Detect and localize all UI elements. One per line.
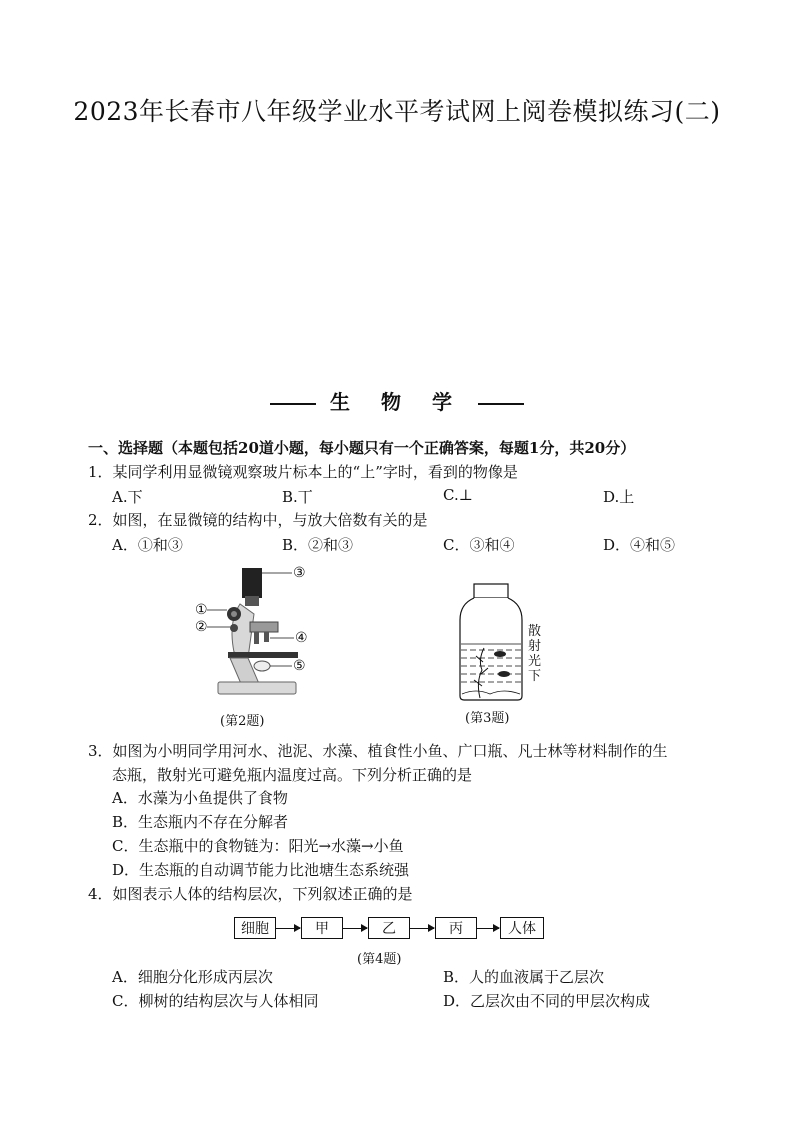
eco-bottle-figure: [456, 582, 526, 704]
flow-box-bing: 丙: [435, 917, 477, 939]
fig2-label-4: ④: [295, 630, 308, 646]
fig2-label-1: ①: [195, 602, 208, 618]
subject-label: 生 物 学: [330, 390, 464, 414]
question-1-stem: 1．某同学利用显微镜观察玻片标本上的“上”字时，看到的物像是: [88, 463, 518, 481]
section-heading: 一、选择题（本题包括20道小题，每小题只有一个正确答案，每题1分，共20分）: [88, 439, 636, 457]
q1-option-b: B.丅: [282, 488, 313, 506]
q1-option-c: C.⊥: [443, 486, 473, 504]
question-3-stem-line1: 3．如图为小明同学用河水、池泥、水藻、植食性小鱼、广口瓶、凡士林等材料制作的生: [88, 742, 668, 760]
question-4-stem: 4．如图表示人体的结构层次，下列叙述正确的是: [88, 885, 413, 903]
flow-box-yi: 乙: [368, 917, 410, 939]
flow-box-cell: 细胞: [234, 917, 276, 939]
flow-arrow-1: [276, 928, 300, 929]
q2-option-b: B．②和③: [282, 536, 354, 554]
fig3-side-char-1: 散: [528, 624, 542, 639]
right-dash: [478, 403, 524, 405]
fig3-side-label: [528, 624, 542, 684]
flow-box-jia: 甲: [301, 917, 343, 939]
flow-arrow-3: [410, 928, 434, 929]
q3-option-d: D．生态瓶的自动调节能力比池塘生态系统强: [112, 861, 410, 879]
left-dash: [270, 403, 316, 405]
q1-option-d: D.上: [603, 488, 635, 506]
q4-option-d: D．乙层次由不同的甲层次构成: [443, 992, 651, 1010]
q1-option-a: A.下: [112, 488, 143, 506]
question-3-stem-line2: 态瓶，散射光可避免瓶内温度过高。下列分析正确的是: [112, 766, 473, 784]
q3-option-b: B．生态瓶内不存在分解者: [112, 813, 289, 831]
fig2-label-3: ③: [293, 565, 306, 581]
flow-arrow-4: [477, 928, 499, 929]
q3-option-c: C．生态瓶中的食物链为：阳光→水藻→小鱼: [112, 837, 404, 855]
q4-option-a: A．细胞分化形成丙层次: [112, 968, 273, 986]
fig4-caption: (第4题): [357, 952, 402, 967]
flow-box-human-body: 人体: [500, 917, 544, 939]
q4-option-c: C．柳树的结构层次与人体相同: [112, 992, 319, 1010]
page-title: 2023年长春市八年级学业水平考试网上阅卷模拟练习(二): [73, 97, 721, 126]
fig2-caption: (第2题): [220, 714, 265, 729]
q2-option-c: C．③和④: [443, 536, 515, 554]
question-2-stem: 2．如图，在显微镜的结构中，与放大倍数有关的是: [88, 511, 428, 529]
fig3-side-char-2: 射: [528, 639, 542, 654]
fig2-label-2: ②: [195, 619, 208, 635]
fig2-label-5: ⑤: [293, 658, 306, 674]
subject-heading: [0, 386, 794, 415]
q3-option-a: A．水藻为小鱼提供了食物: [112, 789, 288, 807]
fig3-side-char-3: 光: [528, 654, 542, 669]
fig3-side-char-4: 下: [528, 669, 542, 684]
q2-option-d: D．④和⑤: [603, 536, 676, 554]
q4-option-b: B．人的血液属于乙层次: [443, 968, 605, 986]
fig3-caption: (第3题): [465, 711, 510, 726]
q2-option-a: A．①和③: [112, 536, 183, 554]
flow-arrow-2: [343, 928, 367, 929]
